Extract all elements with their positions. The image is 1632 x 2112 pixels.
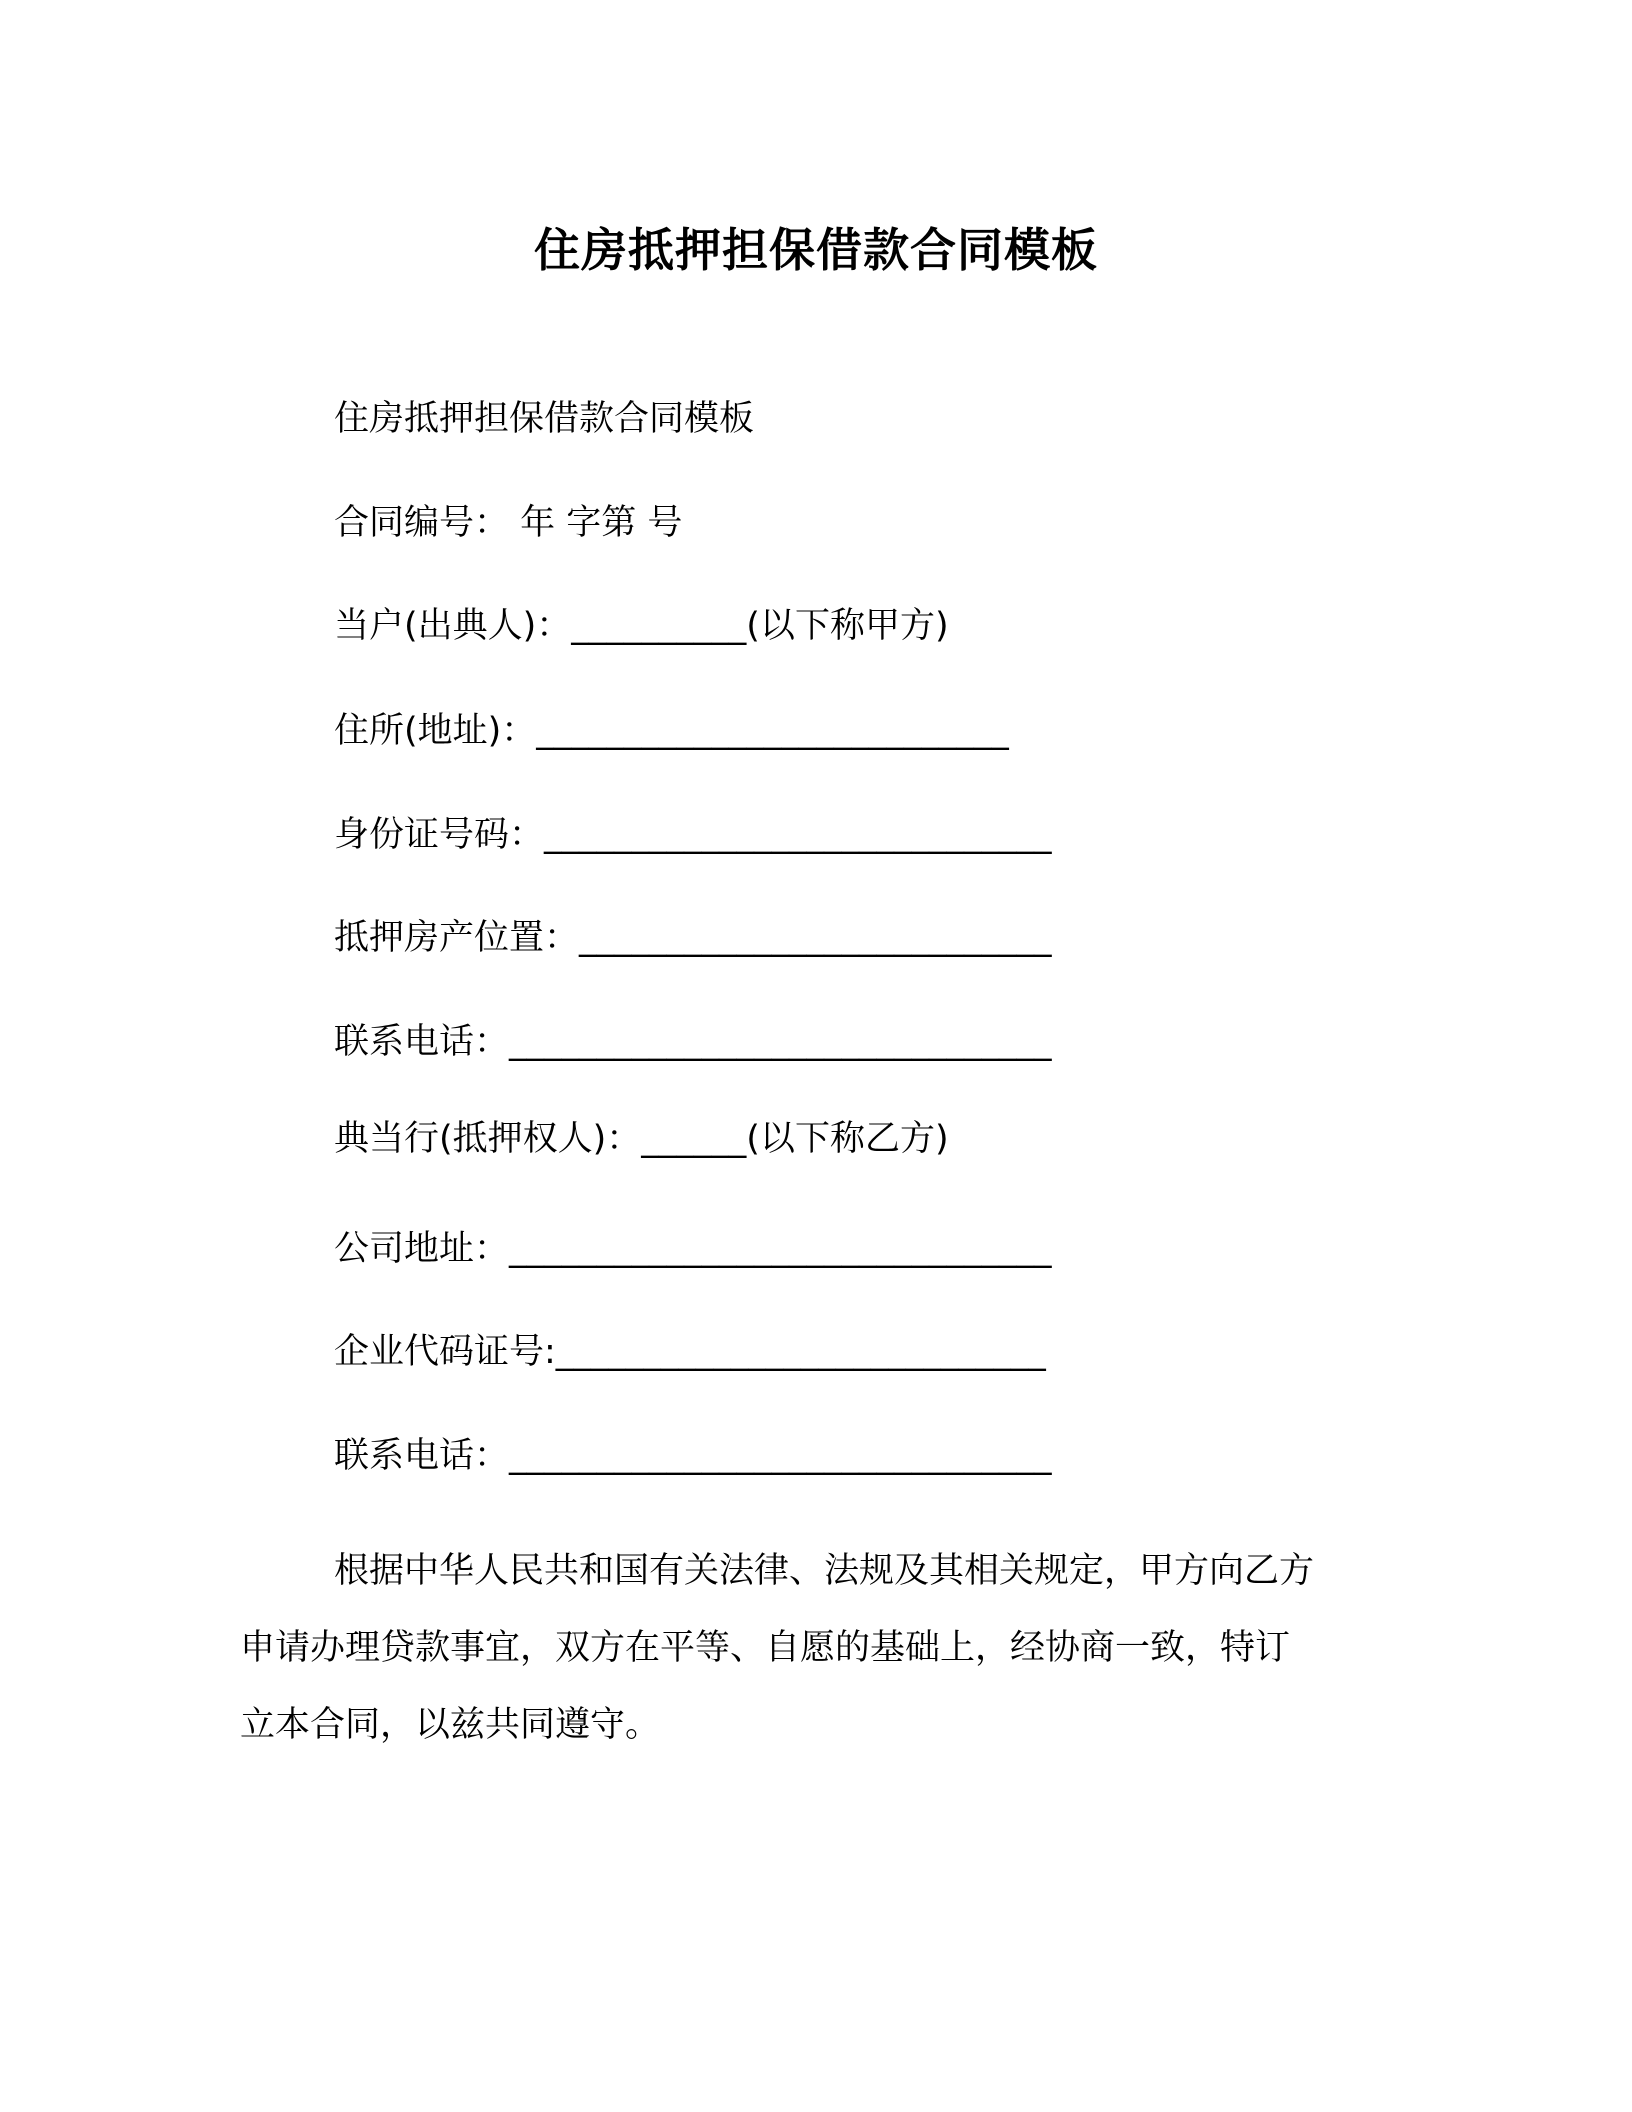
pawner-phone-line: 联系电话：_______________________________: [334, 1022, 1052, 1062]
pawner-line: 当户(出典人)：__________(以下称甲方): [334, 606, 949, 646]
contract-number-line: 合同编号： 年 字第 号: [334, 503, 683, 543]
paragraph-line: 根据中华人民共和国有关法律、法规及其相关规定，甲方向乙方: [334, 1551, 1315, 1591]
preamble-paragraph: [240, 1533, 1380, 1764]
document-title: 住房抵押担保借款合同模板: [534, 223, 1098, 277]
paragraph-line: 立本合同，以兹共同遵守。: [240, 1705, 661, 1745]
subtitle-line: 住房抵押担保借款合同模板: [334, 399, 755, 439]
enterprise-code-line: 企业代码证号:____________________________: [334, 1332, 1046, 1372]
id-number-line: 身份证号码：_____________________________: [334, 815, 1052, 855]
residence-address-line: 住所(地址)：___________________________: [334, 711, 1009, 751]
property-location-line: 抵押房产位置：___________________________: [334, 918, 1052, 958]
pawnshop-phone-line: 联系电话：_______________________________: [334, 1436, 1052, 1476]
pawnshop-line: 典当行(抵押权人)：______(以下称乙方): [334, 1119, 949, 1159]
paragraph-line: 申请办理贷款事宜，双方在平等、自愿的基础上，经协商一致，特订: [240, 1628, 1291, 1668]
company-address-line: 公司地址：_______________________________: [334, 1229, 1052, 1269]
